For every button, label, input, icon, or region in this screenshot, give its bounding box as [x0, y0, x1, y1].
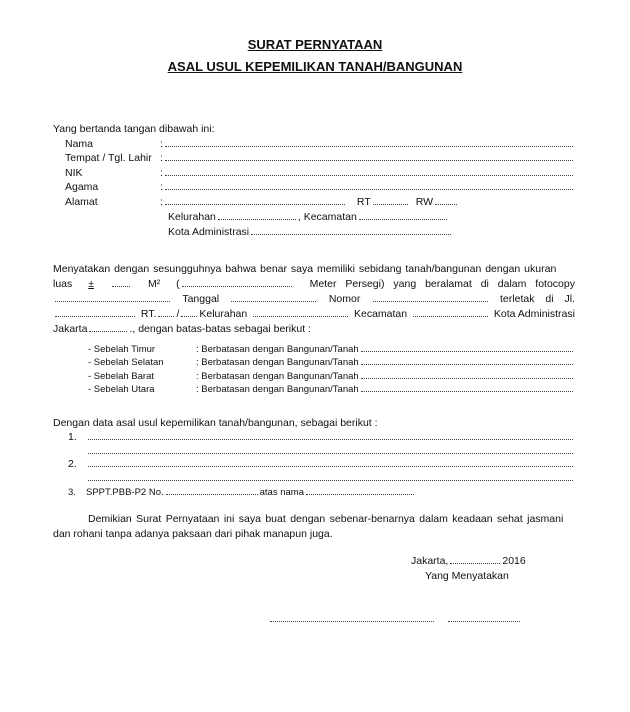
label: Kelurahan: [168, 211, 216, 223]
statement-line-5: [53, 322, 311, 336]
text: Nomor: [328, 293, 361, 305]
signature-label: Yang Menyatakan: [425, 570, 509, 582]
text: M²: [147, 278, 161, 290]
label: Agama: [65, 181, 99, 193]
title-line-2: ASAL USUL KEPEMILIKAN TANAH/BANGUNAN: [167, 59, 463, 74]
text: 2016: [502, 555, 526, 567]
statement-line-4: [53, 307, 575, 321]
text: atas nama: [259, 487, 304, 498]
label: NIK: [65, 167, 83, 179]
origin-item-1[interactable]: [68, 430, 575, 444]
border-text: : Berbatasan dengan Bangunan/Tanah: [196, 384, 359, 395]
signature-place-date: [411, 554, 526, 568]
field-alamat[interactable]: [65, 195, 465, 209]
origin-item-3[interactable]: [68, 485, 416, 499]
border-row: [88, 382, 575, 396]
field-ttl[interactable]: [65, 151, 575, 165]
rw-label: RW: [415, 196, 434, 208]
text: Jakarta: [53, 323, 88, 335]
item-number: 2.: [68, 458, 77, 470]
origin-item-1-cont[interactable]: [86, 444, 575, 458]
text: RT.: [140, 308, 157, 320]
label: Kota Administrasi: [168, 226, 250, 238]
text: SPPT.PBB-P2 No.: [86, 487, 164, 498]
field-nama[interactable]: [65, 137, 575, 151]
field-nik[interactable]: [65, 166, 575, 180]
field-agama[interactable]: [65, 180, 575, 194]
border-text: : Berbatasan dengan Bangunan/Tanah: [196, 371, 359, 382]
closing-line-1: Demikian Surat Pernyataan ini saya buat dengan sebenar-benarnya dalam keadaan sehat jasmani: [88, 513, 564, 525]
border-row: [88, 369, 575, 383]
label: , Kecamatan: [297, 211, 357, 223]
text: Jakarta,: [411, 555, 449, 567]
text: luas: [53, 278, 73, 290]
field-kelurahan[interactable]: [168, 210, 449, 224]
colon: :: [160, 181, 163, 193]
origin-item-2-cont[interactable]: [86, 471, 575, 485]
label: Alamat: [65, 196, 98, 208]
intro-text: Yang bertanda tangan dibawah ini:: [53, 123, 215, 135]
colon: :: [160, 138, 163, 150]
colon: :: [160, 152, 163, 164]
border-text: : Berbatasan dengan Bangunan/Tanah: [196, 344, 359, 355]
signature-line[interactable]: [268, 612, 522, 626]
text: /: [176, 308, 180, 320]
field-kota[interactable]: [168, 225, 453, 239]
text: Kelurahan: [199, 308, 248, 320]
item-number: 1.: [68, 431, 77, 443]
statement-line-1: Menyatakan dengan sesungguhnya bahwa benar saya memiliki sebidang tanah/bangunan dengan ukuran: [53, 263, 557, 275]
text: ±: [88, 278, 94, 290]
text: Kota Administrasi: [493, 308, 575, 320]
item-number: 3.: [68, 487, 76, 498]
text: Kecamatan: [353, 308, 408, 320]
text: Tanggal: [182, 293, 220, 305]
colon: :: [160, 167, 163, 179]
rt-label: RT: [356, 196, 371, 208]
closing-line-2: dan rohani tanpa adanya paksaan dari pihak manapun juga.: [53, 528, 333, 540]
border-side: - Sebelah Selatan: [88, 357, 164, 368]
text: (: [176, 278, 180, 290]
origin-item-2[interactable]: [68, 457, 575, 471]
text: terletak di Jl.: [500, 293, 575, 305]
text: ., dengan batas-batas sebagai berikut :: [129, 323, 311, 335]
border-row: [88, 342, 575, 356]
border-row: [88, 355, 575, 369]
statement-line-2: [53, 277, 575, 291]
text: Meter Persegi) yang beralamat di dalam fotocopy: [309, 278, 575, 290]
colon: :: [160, 196, 163, 208]
border-side: - Sebelah Utara: [88, 384, 155, 395]
label: Tempat / Tgl. Lahir: [65, 152, 152, 164]
origin-intro: Dengan data asal usul kepemilikan tanah/bangunan, sebagai berikut :: [53, 417, 378, 429]
statement-line-3: [53, 292, 575, 306]
label: Nama: [65, 138, 94, 150]
border-side: - Sebelah Barat: [88, 371, 155, 382]
border-side: - Sebelah Timur: [88, 344, 156, 355]
title-line-1: SURAT PERNYATAAN: [247, 37, 383, 52]
border-text: : Berbatasan dengan Bangunan/Tanah: [196, 357, 359, 368]
